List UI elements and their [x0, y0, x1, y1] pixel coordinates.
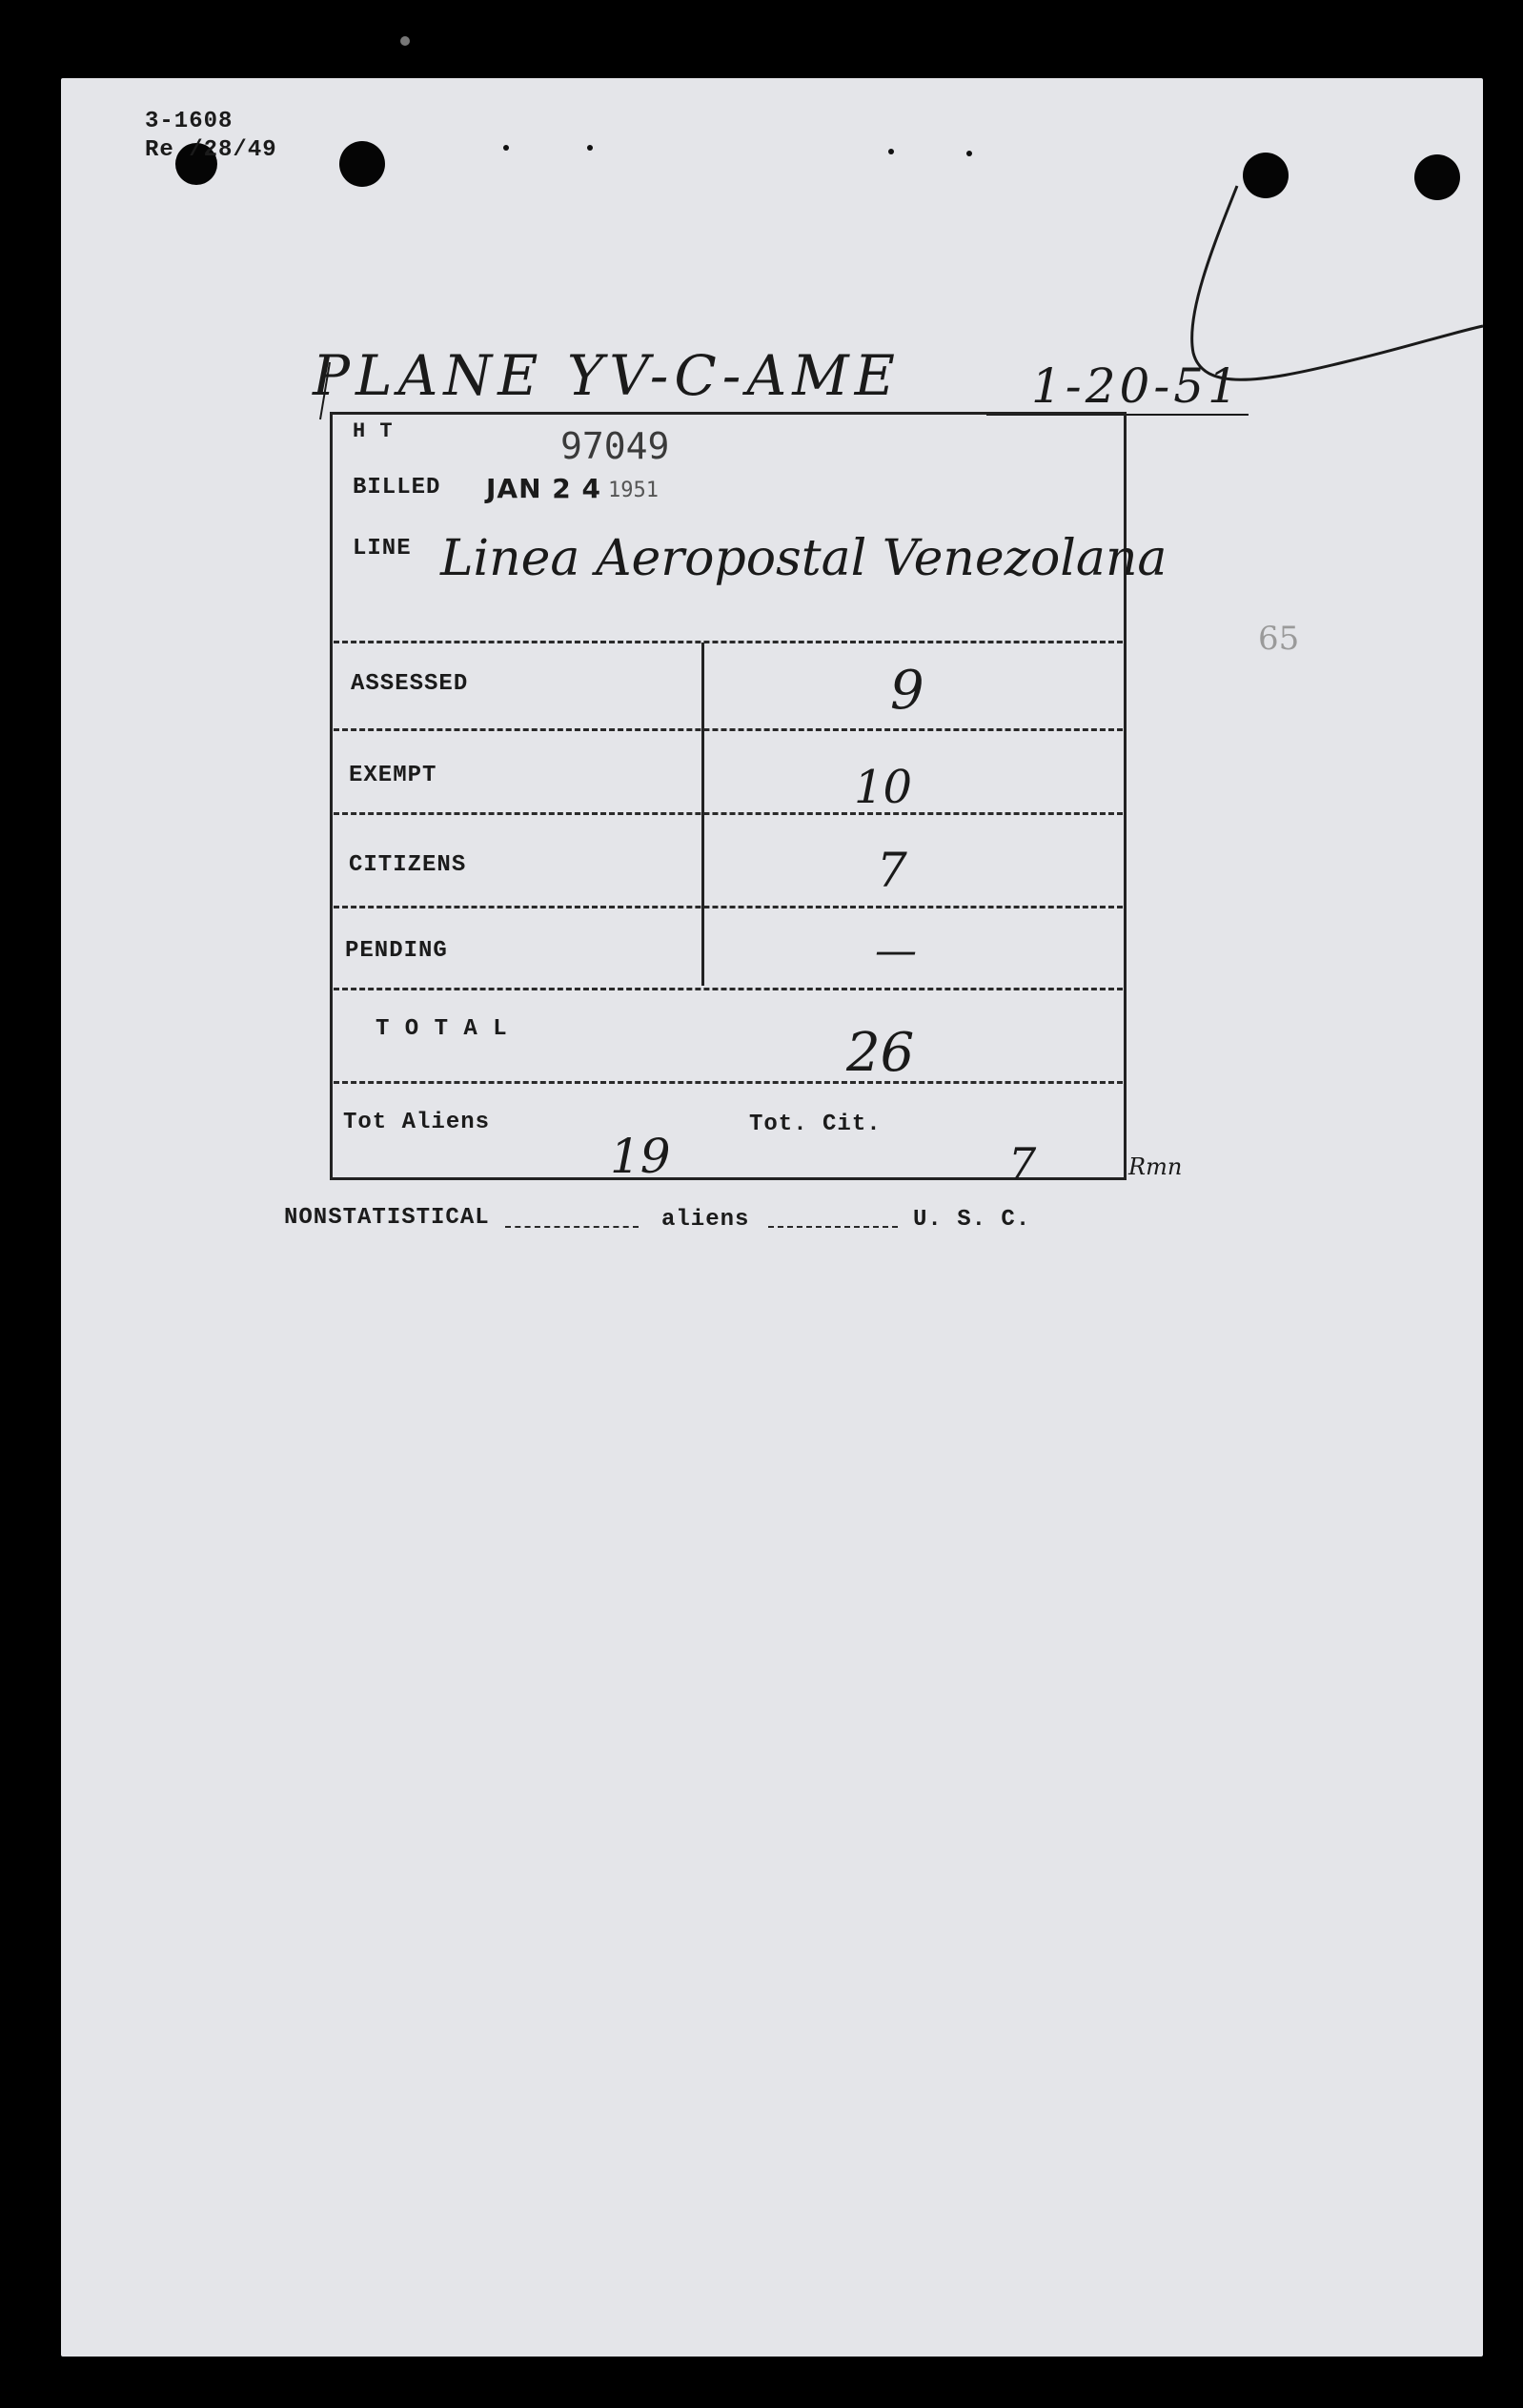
tot-cit-label: Tot. Cit. [749, 1112, 882, 1137]
line-value: Linea Aeropostal Venezolana [440, 530, 1168, 587]
exempt-label: EXEMPT [349, 763, 437, 788]
row-divider [334, 988, 1123, 990]
plane-annotation: PLANE YV-C-AME [313, 343, 901, 408]
tot-aliens-value: 19 [610, 1129, 671, 1184]
row-divider [334, 812, 1123, 815]
row-divider [334, 1081, 1123, 1084]
manifest-form [330, 412, 1127, 1180]
line-label: LINE [353, 536, 412, 561]
initials: Rmn [1128, 1153, 1183, 1180]
citizens-label: CITIZENS [349, 852, 467, 878]
date-annotation: 1-20-51 [1031, 358, 1242, 414]
billed-stamp-year: 1951 [608, 479, 659, 502]
assessed-label: ASSESSED [351, 671, 469, 697]
row-divider [334, 641, 1123, 643]
row-divider [334, 906, 1123, 908]
billed-label: BILLED [353, 475, 441, 500]
row-divider [334, 728, 1123, 731]
total-value: 26 [846, 1022, 915, 1084]
tot-aliens-label: Tot Aliens [343, 1110, 491, 1135]
pending-value: — [875, 927, 917, 975]
nonstatistical-blank [505, 1226, 639, 1228]
billed-stamp: JAN 2 4 [486, 473, 601, 504]
ht-number: 97049 [560, 425, 670, 467]
tot-cit-value: 7 [1008, 1138, 1037, 1190]
form-revision: Re /28/49 [145, 137, 277, 163]
exempt-value: 10 [854, 761, 913, 814]
nonstatistical-label: NONSTATISTICAL [284, 1205, 490, 1231]
ht-label: H T [353, 419, 394, 443]
assessed-value: 9 [890, 660, 924, 722]
citizens-value: 7 [877, 843, 907, 898]
aliens-blank [768, 1226, 898, 1228]
aliens-label: aliens [661, 1207, 750, 1233]
pending-label: PENDING [345, 938, 448, 964]
total-label: T O T A L [376, 1016, 508, 1042]
margin-number: 65 [1258, 620, 1300, 658]
form-number: 3-1608 [145, 109, 234, 134]
usc-label: U. S. C. [913, 1207, 1031, 1233]
